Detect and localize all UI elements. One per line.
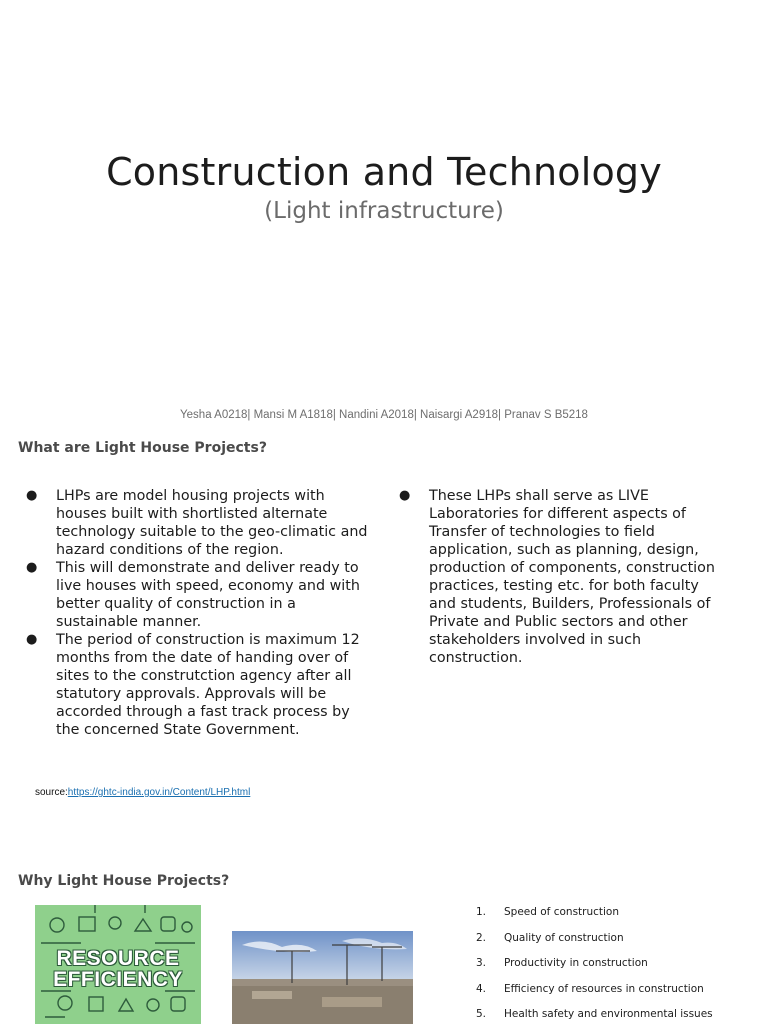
source-label: source:	[35, 787, 68, 798]
source-link[interactable]: https://ghtc-india.gov.in/Content/LHP.html	[67, 787, 251, 798]
right-bullet-list	[399, 487, 721, 667]
authors-line: Yesha A0218| Mansi M A1818| Nandini A2018| Naisargi A2918| Pranav S B5218	[180, 409, 588, 421]
bullet-text: This will demonstrate and deliver ready to live houses with speed, economy and with better quality of construction in a sustainable manner.	[56, 560, 360, 630]
bullet-text: The period of construction is maximum 12 months from the date of handing over of sites to the construtction agency after all statutory approvals. Approvals will be accorded through a fast track process by the concerned State Government.	[56, 632, 360, 738]
page-title: Construction and Technology	[106, 150, 662, 194]
resource-efficiency-image	[35, 905, 201, 1024]
image-word-1: RESOURCE	[56, 947, 180, 970]
bullet-text: LHPs are model housing projects with houses built with shortlisted alternate technology suitable to the geo-climatic and hazard conditions of the region.	[56, 488, 368, 558]
construction-site-photo	[232, 931, 413, 1024]
list-item	[470, 926, 713, 952]
list-text: Efficiency of resources in construction	[504, 982, 704, 995]
list-item	[470, 900, 713, 926]
list-item	[26, 487, 376, 559]
list-number: 1.	[475, 906, 486, 918]
left-bullet-list	[26, 487, 376, 739]
bullet-icon: ●	[26, 488, 38, 503]
list-number: 3.	[475, 957, 486, 969]
list-text: Productivity in construction	[504, 957, 648, 969]
page-subtitle: (Light infrastructure)	[264, 198, 504, 224]
list-number: 5.	[475, 1008, 486, 1020]
list-item	[470, 951, 713, 977]
list-text: Health safety and environmental issues	[504, 1008, 713, 1020]
section-heading-why: Why Light House Projects?	[18, 873, 230, 889]
reasons-list	[470, 900, 713, 1028]
list-text: Speed of construction	[504, 906, 620, 918]
list-text: Quality of construction	[504, 931, 624, 944]
bullet-text: These LHPs shall serve as LIVE Laboratories for different aspects of Transfer of technologies to field application, such as planning, design, production of components, construction practices, testing etc. for both faculty and students, Builders, Professionals of Private and Public sectors and other stakeholders involved in such construction.	[429, 488, 715, 666]
section-heading-what: What are Light House Projects?	[18, 440, 267, 456]
list-item	[26, 559, 376, 631]
bullet-icon: ●	[26, 632, 38, 647]
bullet-icon: ●	[26, 560, 38, 575]
image-word-2: EFFICIENCY	[53, 968, 183, 991]
bullet-icon: ●	[399, 488, 411, 503]
list-number: 4.	[475, 982, 486, 995]
list-number: 2.	[475, 931, 486, 944]
list-item	[470, 977, 713, 1003]
list-item	[26, 631, 376, 739]
source-line	[35, 787, 250, 798]
construction-site-illustration	[232, 931, 413, 1024]
list-item	[399, 487, 721, 667]
